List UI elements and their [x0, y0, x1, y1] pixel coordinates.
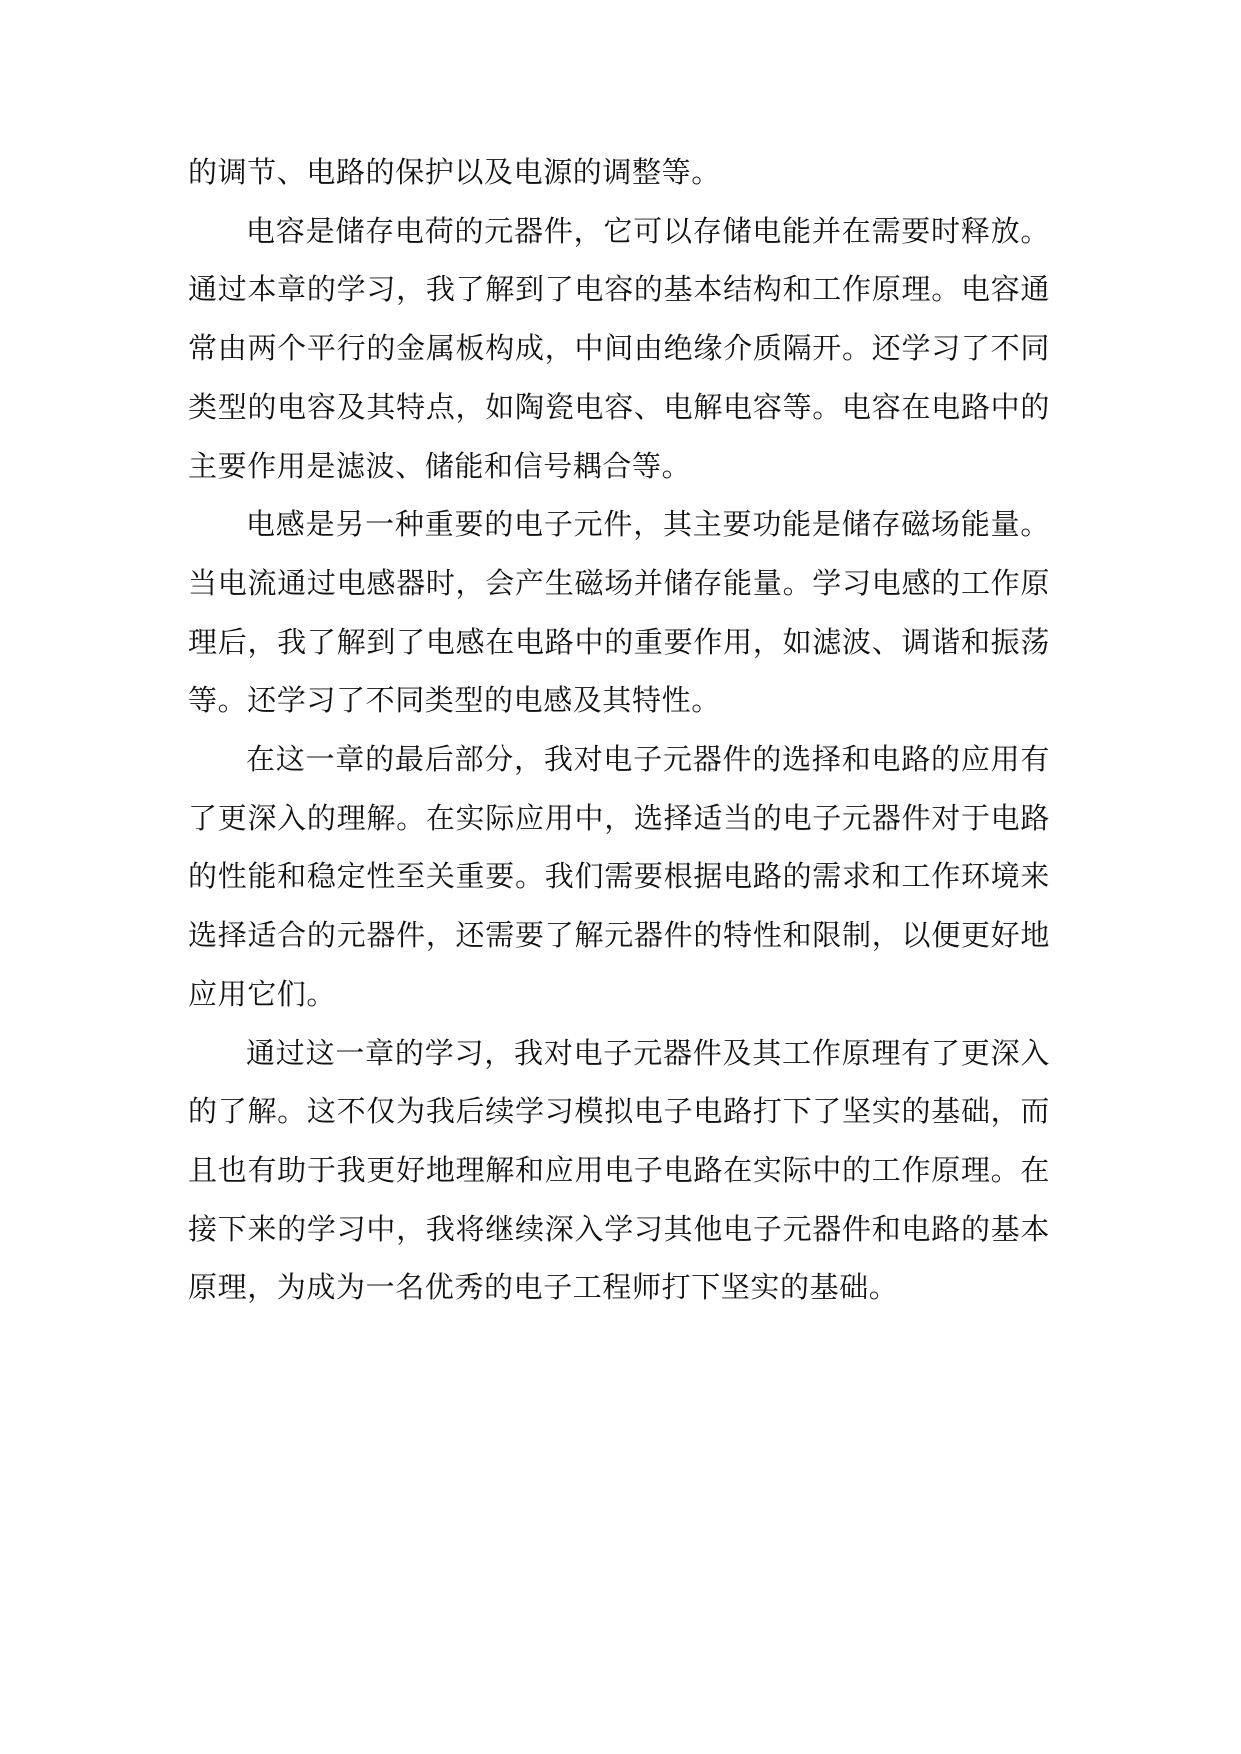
paragraph-component-selection: 在这一章的最后部分，我对电子元器件的选择和电路的应用有了更深入的理解。在实际应用中，选择适当的电子元器件对于电路的性能和稳定性至关重要。我们需要根据电路的需求和工作环境来选择适合的元器件，还需要了解元器件的特性和限制，以便更好地应用它们。 — [188, 742, 1050, 1011]
paragraph-continuation: 的调节、电路的保护以及电源的调整等。 — [188, 155, 721, 189]
document-body — [188, 143, 1050, 1317]
paragraph-summary: 通过这一章的学习，我对电子元器件及其工作原理有了更深入的了解。这不仅为我后续学习模拟电子电路打下了坚实的基础，而且也有助于我更好地理解和应用电子电路在实际中的工作原理。在接下来的学习中，我将继续深入学习其他电子元器件和电路的基本原理，为成为一名优秀的电子工程师打下坚实的基础。 — [188, 1035, 1050, 1305]
paragraph-capacitor: 电容是储存电荷的元器件，它可以存储电能并在需要时释放。通过本章的学习，我了解到了电容的基本结构和工作原理。电容通常由两个平行的金属板构成，中间由绝缘介质隔开。还学习了不同类型的电容及其特点，如陶瓷电容、电解电容等。电容在电路中的主要作用是滤波、储能和信号耦合等。 — [188, 213, 1050, 483]
paragraph-inductor: 电感是另一种重要的电子元件，其主要功能是储存磁场能量。当电流通过电感器时，会产生磁场并储存能量。学习电感的工作原理后，我了解到了电感在电路中的重要作用，如滤波、调谐和振荡等。还学习了不同类型的电感及其特性。 — [188, 507, 1050, 718]
